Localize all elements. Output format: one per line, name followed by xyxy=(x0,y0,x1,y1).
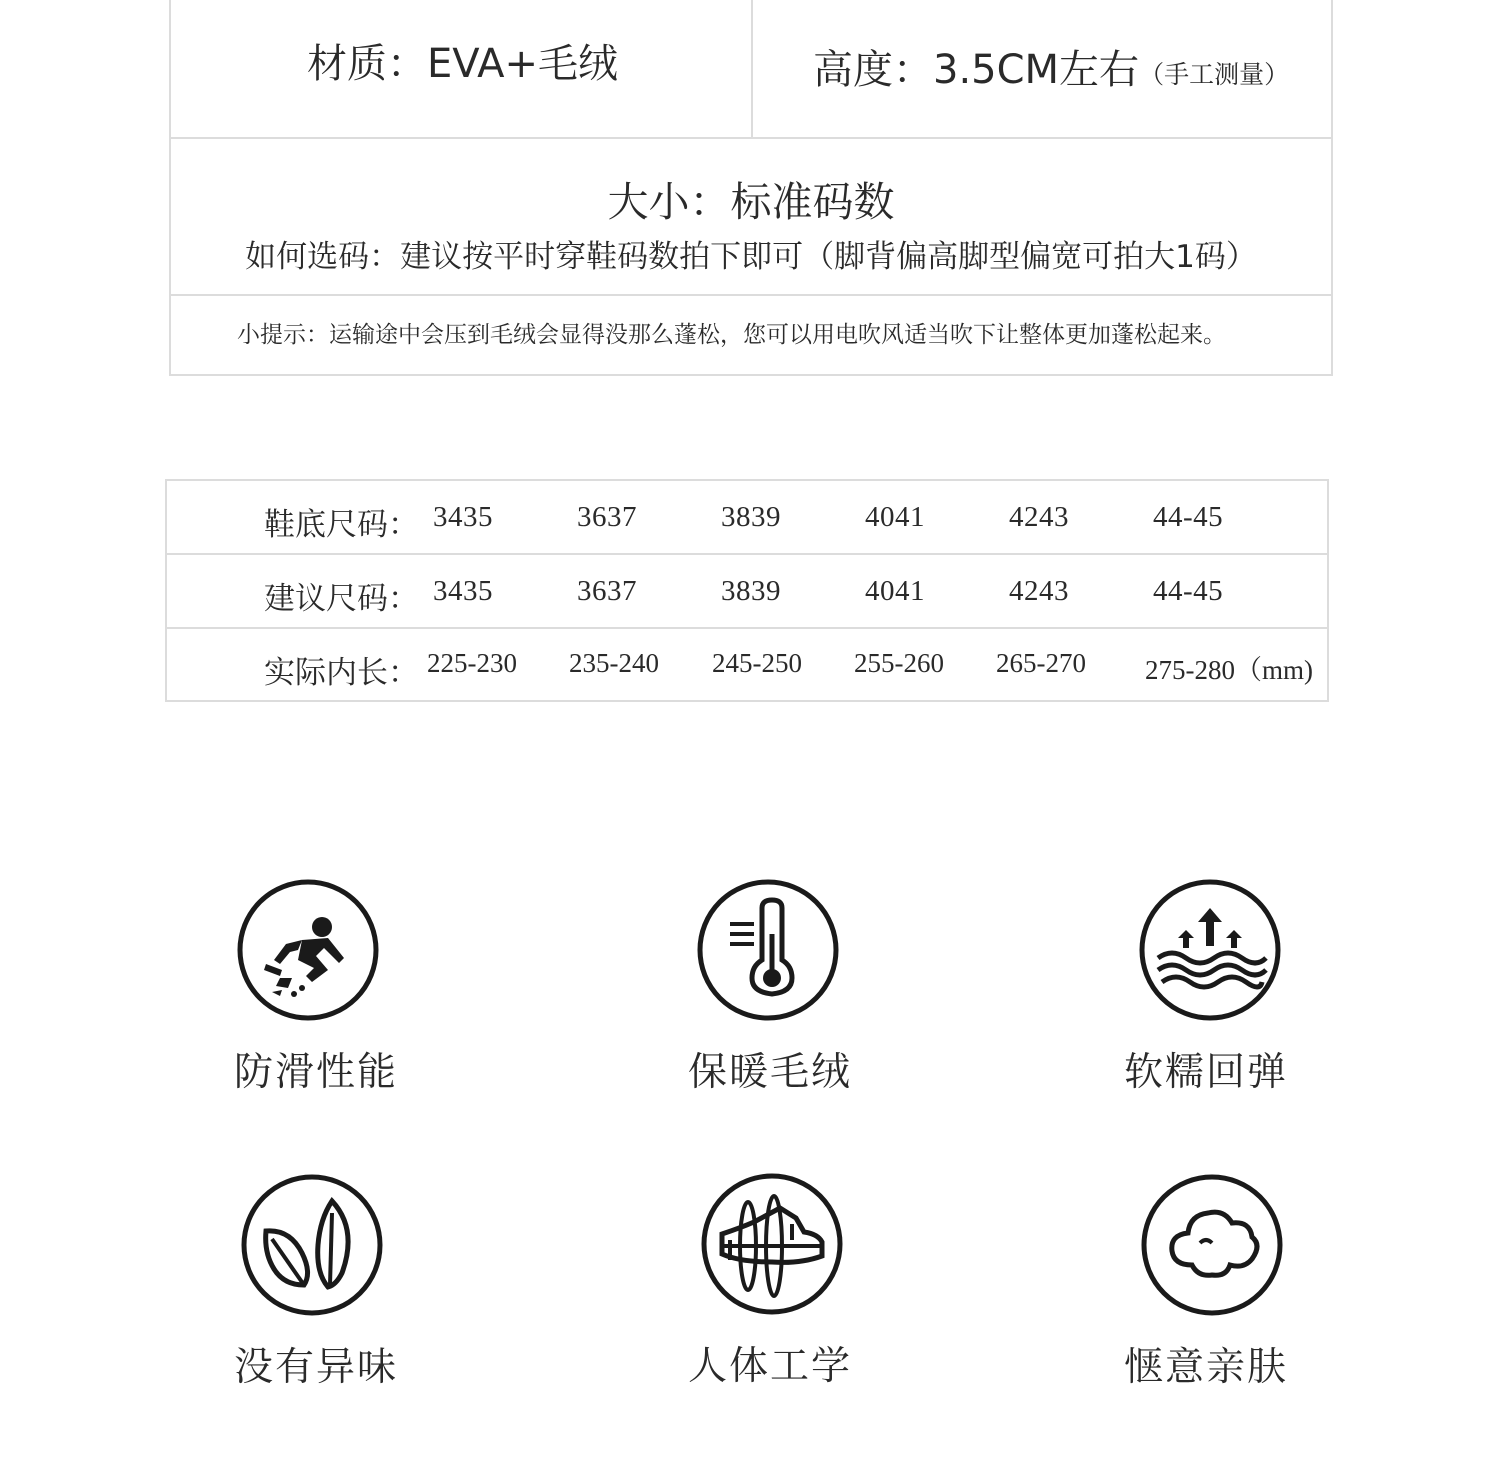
height-main: 高度：3.5CM左右 xyxy=(813,47,1140,93)
material-text: 材质：EVA+毛绒 xyxy=(307,41,618,87)
table-cell: 265-270 xyxy=(996,648,1086,678)
cloud-icon xyxy=(1140,1173,1284,1317)
table-cell: 3637 xyxy=(577,575,637,607)
feature-label: 惬意亲肤 xyxy=(1124,1345,1289,1390)
row-label: 建议尺码： xyxy=(264,581,419,617)
height-note: （手工测量） xyxy=(1139,60,1290,89)
table-cell: 225-230 xyxy=(427,648,517,678)
material-cell xyxy=(171,0,751,139)
feature-label: 软糯回弹 xyxy=(1124,1050,1289,1095)
table-cell: 3839 xyxy=(721,575,781,607)
table-cell: 4243 xyxy=(1009,501,1069,533)
feature-no-odor xyxy=(234,1173,460,1413)
table-cell: 4243 xyxy=(1009,575,1069,607)
feature-label: 防滑性能 xyxy=(234,1050,399,1095)
feature-warm-plush xyxy=(688,878,916,1118)
height-cell xyxy=(753,0,1333,139)
feature-skin-friendly xyxy=(1124,1173,1360,1413)
feature-label: 没有异味 xyxy=(234,1345,399,1390)
thermometer-icon xyxy=(696,878,840,1022)
table-row xyxy=(167,629,1327,703)
feature-anti-slip xyxy=(236,878,456,1118)
info-row-tip xyxy=(171,296,1331,374)
table-cell: 235-240 xyxy=(569,648,659,678)
table-cell: 255-260 xyxy=(854,648,944,678)
table-row xyxy=(167,481,1327,555)
table-cell: 4041 xyxy=(865,575,925,607)
size-guide-text: 如何选码：建议按平时穿鞋码数拍下即可（脚背偏高脚型偏宽可拍大1码） xyxy=(245,239,1257,275)
size-title: 大小：标准码数 xyxy=(607,178,895,226)
info-row-material-height xyxy=(171,0,1331,139)
table-cell: 275-280（mm) xyxy=(1145,655,1313,685)
table-cell: 44-45 xyxy=(1153,575,1224,607)
table-cell: 3637 xyxy=(577,501,637,533)
size-chart-table xyxy=(165,479,1329,702)
product-info-table xyxy=(169,0,1333,376)
feature-label: 人体工学 xyxy=(688,1344,853,1389)
feature-soft-rebound xyxy=(1124,878,1358,1118)
rebound-waves-icon xyxy=(1138,878,1282,1022)
table-row xyxy=(167,555,1327,629)
table-cell: 3839 xyxy=(721,501,781,533)
ergonomic-shoe-icon xyxy=(700,1172,844,1316)
info-row-size xyxy=(171,139,1331,296)
feature-label: 保暖毛绒 xyxy=(688,1050,853,1095)
leaves-icon xyxy=(240,1173,384,1317)
row-label: 鞋底尺码： xyxy=(264,507,419,543)
table-cell: 3435 xyxy=(433,575,493,607)
table-cell: 3435 xyxy=(433,501,493,533)
table-cell: 44-45 xyxy=(1153,501,1224,533)
height-text xyxy=(813,38,1289,95)
table-cell: 4041 xyxy=(865,501,925,533)
feature-ergonomic xyxy=(688,1172,920,1412)
table-cell: 245-250 xyxy=(712,648,802,678)
row-label: 实际内长： xyxy=(264,655,419,691)
slip-person-icon xyxy=(236,878,380,1022)
tip-text: 小提示：运输途中会压到毛绒会显得没那么蓬松，您可以用电吹风适当吹下让整体更加蓬松起来。 xyxy=(237,322,1226,348)
